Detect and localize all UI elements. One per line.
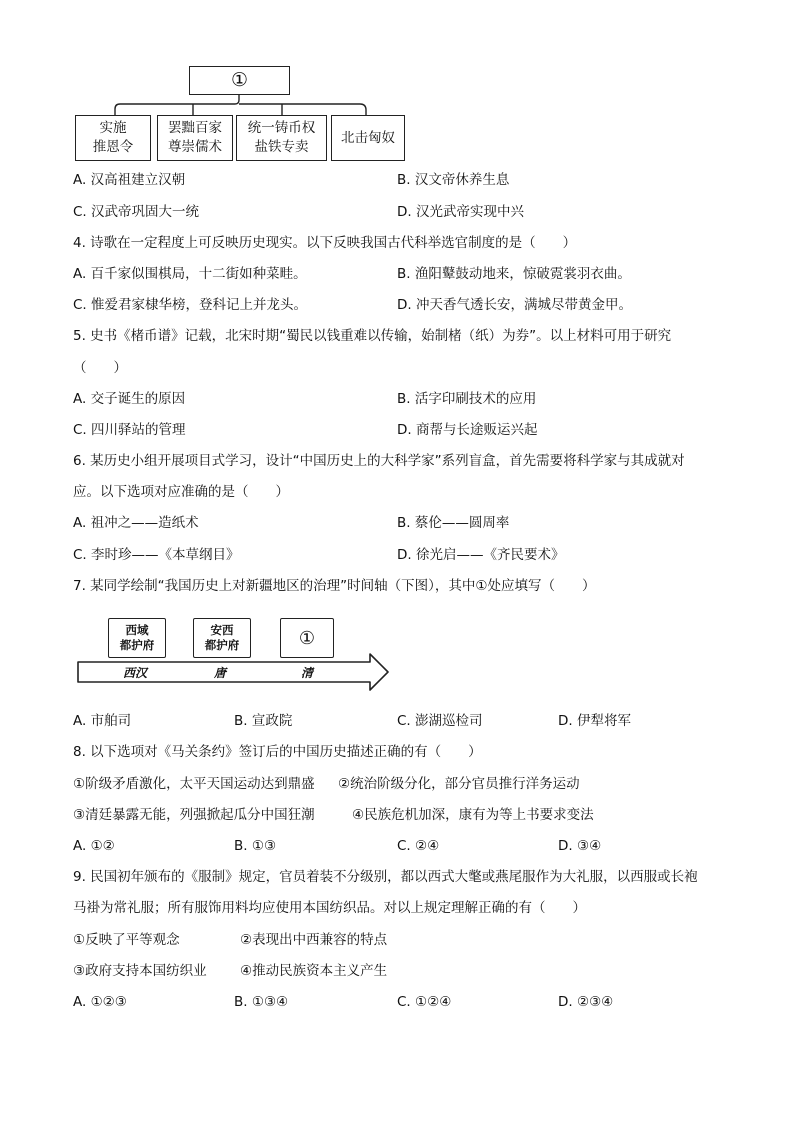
q3-option-d: D. 汉光武帝实现中兴 [397,204,524,220]
tl-box2-line2: 都护府 [204,638,240,652]
timeline-label-tang: 唐 [214,666,227,680]
q8-statement-1: ①阶级矛盾激化，太平天国运动达到鼎盛 [73,776,315,792]
q7-option-a: A. 市舶司 [73,713,132,729]
q8-statement-4: ④民族危机加深，康有为等上书要求变法 [352,807,594,823]
q7-option-d: D. 伊犁将军 [558,713,631,729]
box2-line1: 罢黜百家 [168,120,222,136]
q5-stem-line2: （ ） [73,360,127,376]
q7-stem: 7. 某同学绘制“我国历史上对新疆地区的治理”时间轴（下图），其中①处应填写（ ） [73,578,596,594]
connector-left [115,95,239,115]
q3-option-c: C. 汉武帝巩固大一统 [73,204,200,220]
q5-option-b: B. 活字印刷技术的应用 [397,391,537,407]
q9-option-c: C. ①②④ [397,994,452,1010]
diagram-top-label: ① [230,69,249,91]
box3-line2: 盐铁专卖 [254,139,309,155]
q4-option-c: C. 惟爱君家棣华榜，登科记上并龙头。 [73,297,308,313]
tl-box1-line1: 西域 [125,623,149,637]
q6-option-b: B. 蔡伦——圆周率 [397,515,510,531]
timeline-box-1 [108,618,166,658]
q4-option-a: A. 百千家似围棋局，十二街如种菜畦。 [73,266,307,282]
box3-line1: 统一铸币权 [247,120,316,136]
box1-line2: 推恩令 [92,139,134,155]
q5-option-a: A. 交子诞生的原因 [73,391,186,407]
diagram-box-2 [157,115,233,161]
tl-box1-line2: 都护府 [119,638,155,652]
diagram-box-4 [331,115,405,161]
timeline-box-3 [280,618,334,658]
q6-option-a: A. 祖冲之——造纸术 [73,515,199,531]
box2-line2: 尊崇儒术 [168,139,222,155]
q3-option-b: B. 汉文帝休养生息 [397,172,510,188]
q9-stem-line2: 马褂为常礼服；所有服饰用料均应使用本国纺织品。对以上规定理解正确的有（ ） [73,900,586,916]
q8-option-d: D. ③④ [558,838,602,854]
q6-option-d: D. 徐光启——《齐民要术》 [397,547,565,563]
diagram-connectors [0,0,794,130]
timeline-box-2 [193,618,251,658]
q8-option-c: C. ②④ [397,838,440,854]
q9-option-b: B. ①③④ [234,994,289,1010]
connector-right [239,104,366,115]
q9-statement-2: ②表现出中西兼容的特点 [240,932,388,948]
q7-option-c: C. 澎湖巡检司 [397,713,483,729]
q9-statement-1: ①反映了平等观念 [73,932,180,948]
q8-stem: 8. 以下选项对《马关条约》签订后的中国历史描述正确的有（ ） [73,744,482,760]
timeline-label-qing: 清 [301,666,314,680]
q6-option-c: C. 李时珍——《本草纲目》 [73,547,240,563]
box4-line1: 北击匈奴 [341,129,395,146]
q8-statement-2: ②统治阶级分化，部分官员推行洋务运动 [338,776,580,792]
q9-statement-4: ④推动民族资本主义产生 [240,963,388,979]
q8-option-a: A. ①② [73,838,115,854]
tl-box3-label: ① [298,627,316,649]
q9-statement-3: ③政府支持本国纺织业 [73,963,207,979]
q8-statement-3: ③清廷暴露无能，列强掀起瓜分中国狂潮 [73,807,315,823]
q4-option-d: D. 冲天香气透长安，满城尽带黄金甲。 [397,297,632,313]
q3-option-a: A. 汉高祖建立汉朝 [73,172,186,188]
q9-stem-line1: 9. 民国初年颁布的《服制》规定，官员着装不分级别，都以西式大氅或燕尾服作为大礼服，以西服或长袍 [73,869,698,885]
q9-option-a: A. ①②③ [73,994,127,1010]
box1-line1: 实施 [99,120,127,136]
q6-stem-line1: 6. 某历史小组开展项目式学习，设计“中国历史上的大科学家”系列盲盒，首先需要将科学家与其成就对 [73,453,685,469]
q8-option-b: B. ①③ [234,838,277,854]
diagram-box-1 [75,115,151,161]
q9-option-d: D. ②③④ [558,994,614,1010]
tl-box2-line1: 安西 [210,623,234,637]
q5-option-d: D. 商帮与长途贩运兴起 [397,422,538,438]
diagram-box-3 [236,115,327,161]
q5-stem-line1: 5. 史书《楮币谱》记载，北宋时期“蜀民以钱重难以传输，始制楮（纸）为券”。以上材料可用于研究 [73,328,672,344]
q4-stem: 4. 诗歌在一定程度上可反映历史现实。以下反映我国古代科举选官制度的是（ ） [73,235,577,251]
q7-option-b: B. 宣政院 [234,713,293,729]
timeline-label-xihan: 西汉 [123,666,148,680]
q5-option-c: C. 四川驿站的管理 [73,422,186,438]
q4-option-b: B. 渔阳鼙鼓动地来，惊破霓裳羽衣曲。 [397,266,631,282]
q6-stem-line2: 应。以下选项对应准确的是（ ） [73,484,289,500]
